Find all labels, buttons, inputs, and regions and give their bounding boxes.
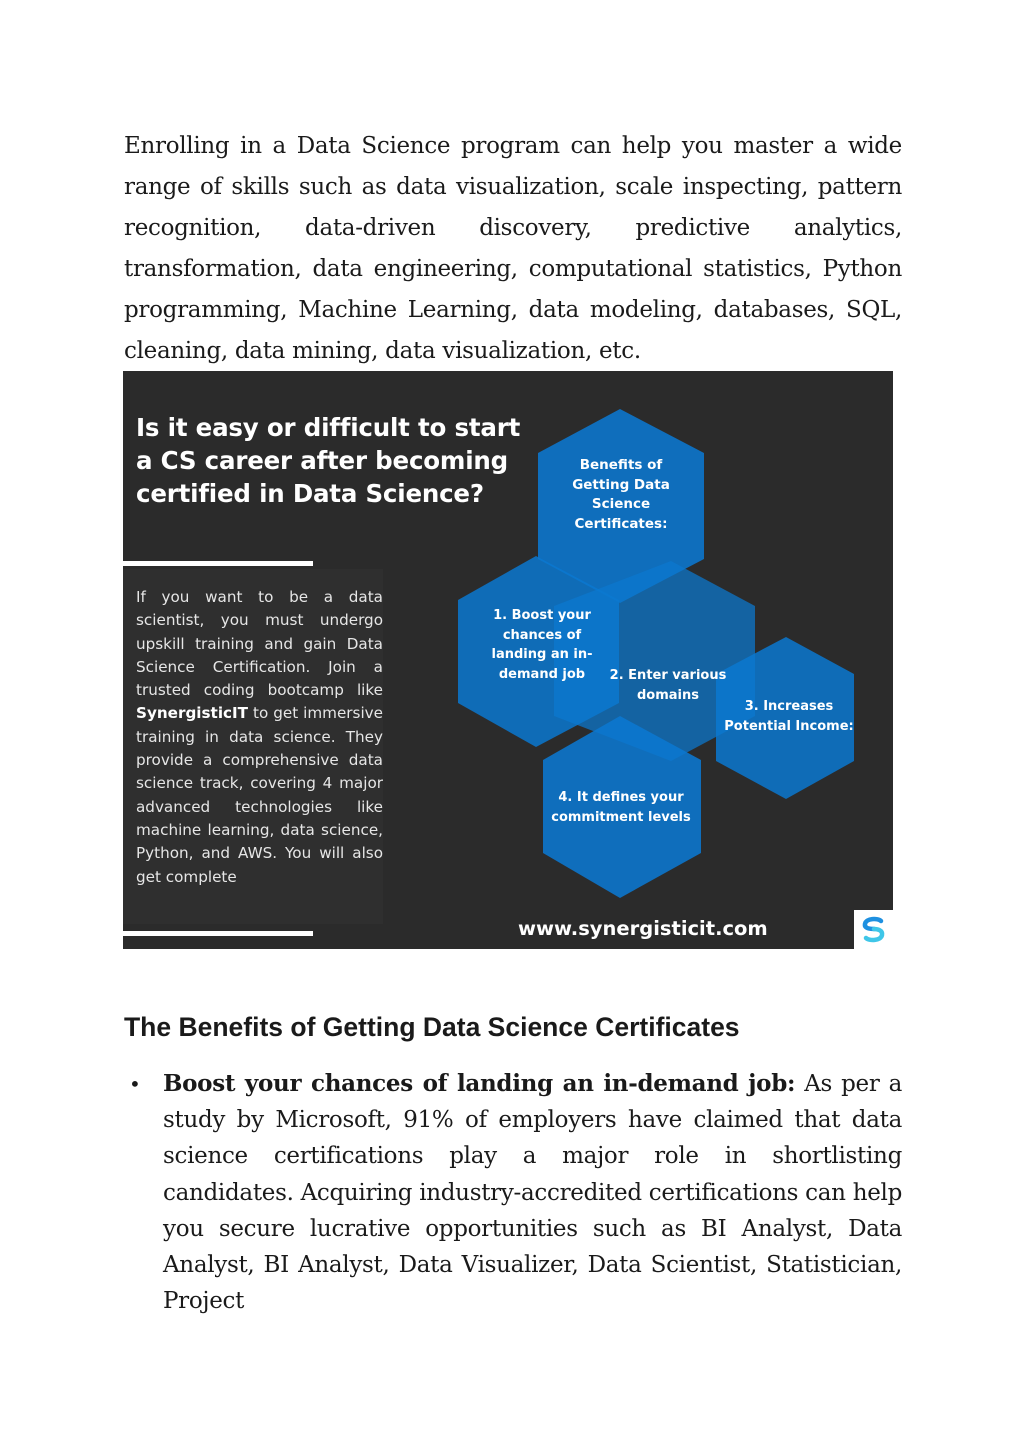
hex-text-line: commitment levels xyxy=(551,809,691,825)
hex-text-line: landing an in- xyxy=(491,647,593,662)
website-url: www.synergisticit.com xyxy=(518,917,768,940)
hex-text-line: 4. It defines your xyxy=(558,790,684,805)
hex-text-line: 3. Increases xyxy=(744,699,834,714)
hex-3-text xyxy=(720,697,858,736)
hex-4-text xyxy=(543,788,699,827)
banner-description-text: to get immersive training in data science. They provide a comprehensive data science track, covering 4 major advanced technologies like machine learning, data science, Python, and AWS. You will also get complete xyxy=(136,704,383,886)
hex-text-line: Certificates: xyxy=(574,515,668,532)
hex-2-text xyxy=(597,666,739,705)
section-title: The Benefits of Getting Data Science Certificates xyxy=(124,1012,740,1042)
bullet-marker: • xyxy=(129,1072,141,1096)
banner-title-line: a CS career after becoming xyxy=(136,446,509,475)
banner-description-text: If you want to be a data scientist, you must undergo upskill training and gain Data Science Certification. Join a trusted coding bootcamp like xyxy=(136,588,383,700)
hex-text-line: chances of xyxy=(502,627,582,643)
hex-text-line: 1. Boost your xyxy=(493,608,591,623)
hex-text-line: Benefits of xyxy=(579,457,663,473)
benefits-list xyxy=(124,1066,902,1319)
bullet-text: As per a study by Microsoft, 91% of employers have claimed that data science certifications play a major role in shortlisting candidates. Acquiring industry-accredited certifications can help you secure lucrative opportunities such as BI Analyst, Data Analyst, BI Analyst, Data Visualizer, Data Scientist, Statistician, Project xyxy=(163,1071,902,1315)
banner-title-line: certified in Data Science? xyxy=(136,479,484,508)
hex-text-line: Potential Income: xyxy=(724,718,854,734)
banner-title-line: Is it easy or difficult to start xyxy=(136,413,521,442)
hex-text-line: domains xyxy=(636,687,699,703)
hex-1-text xyxy=(467,606,617,684)
hex-text-line: 2. Enter various xyxy=(609,668,727,683)
hex-text-line: demand job xyxy=(498,666,586,682)
hex-header-text xyxy=(550,456,692,534)
intro-paragraph: Enrolling in a Data Science program can help you master a wide range of skills such as data visualization, scale inspecting, pattern recognition, data-driven discovery, predictive analytics, transformation, data engineering, computational statistics, Python programming, Machine Learning, data modeling, databases, SQL, cleaning, data mining, data visualization, etc. xyxy=(124,133,902,364)
synergisticit-logo-icon xyxy=(854,910,893,949)
banner-brand-name: SynergisticIT xyxy=(136,704,249,723)
infographic-banner xyxy=(123,371,893,949)
bullet-lead: Boost your chances of landing an in-demand job: xyxy=(163,1070,796,1097)
hex-text-line: Getting Data xyxy=(572,476,670,493)
list-item xyxy=(124,1066,902,1319)
hex-text-line: Science xyxy=(591,496,651,512)
